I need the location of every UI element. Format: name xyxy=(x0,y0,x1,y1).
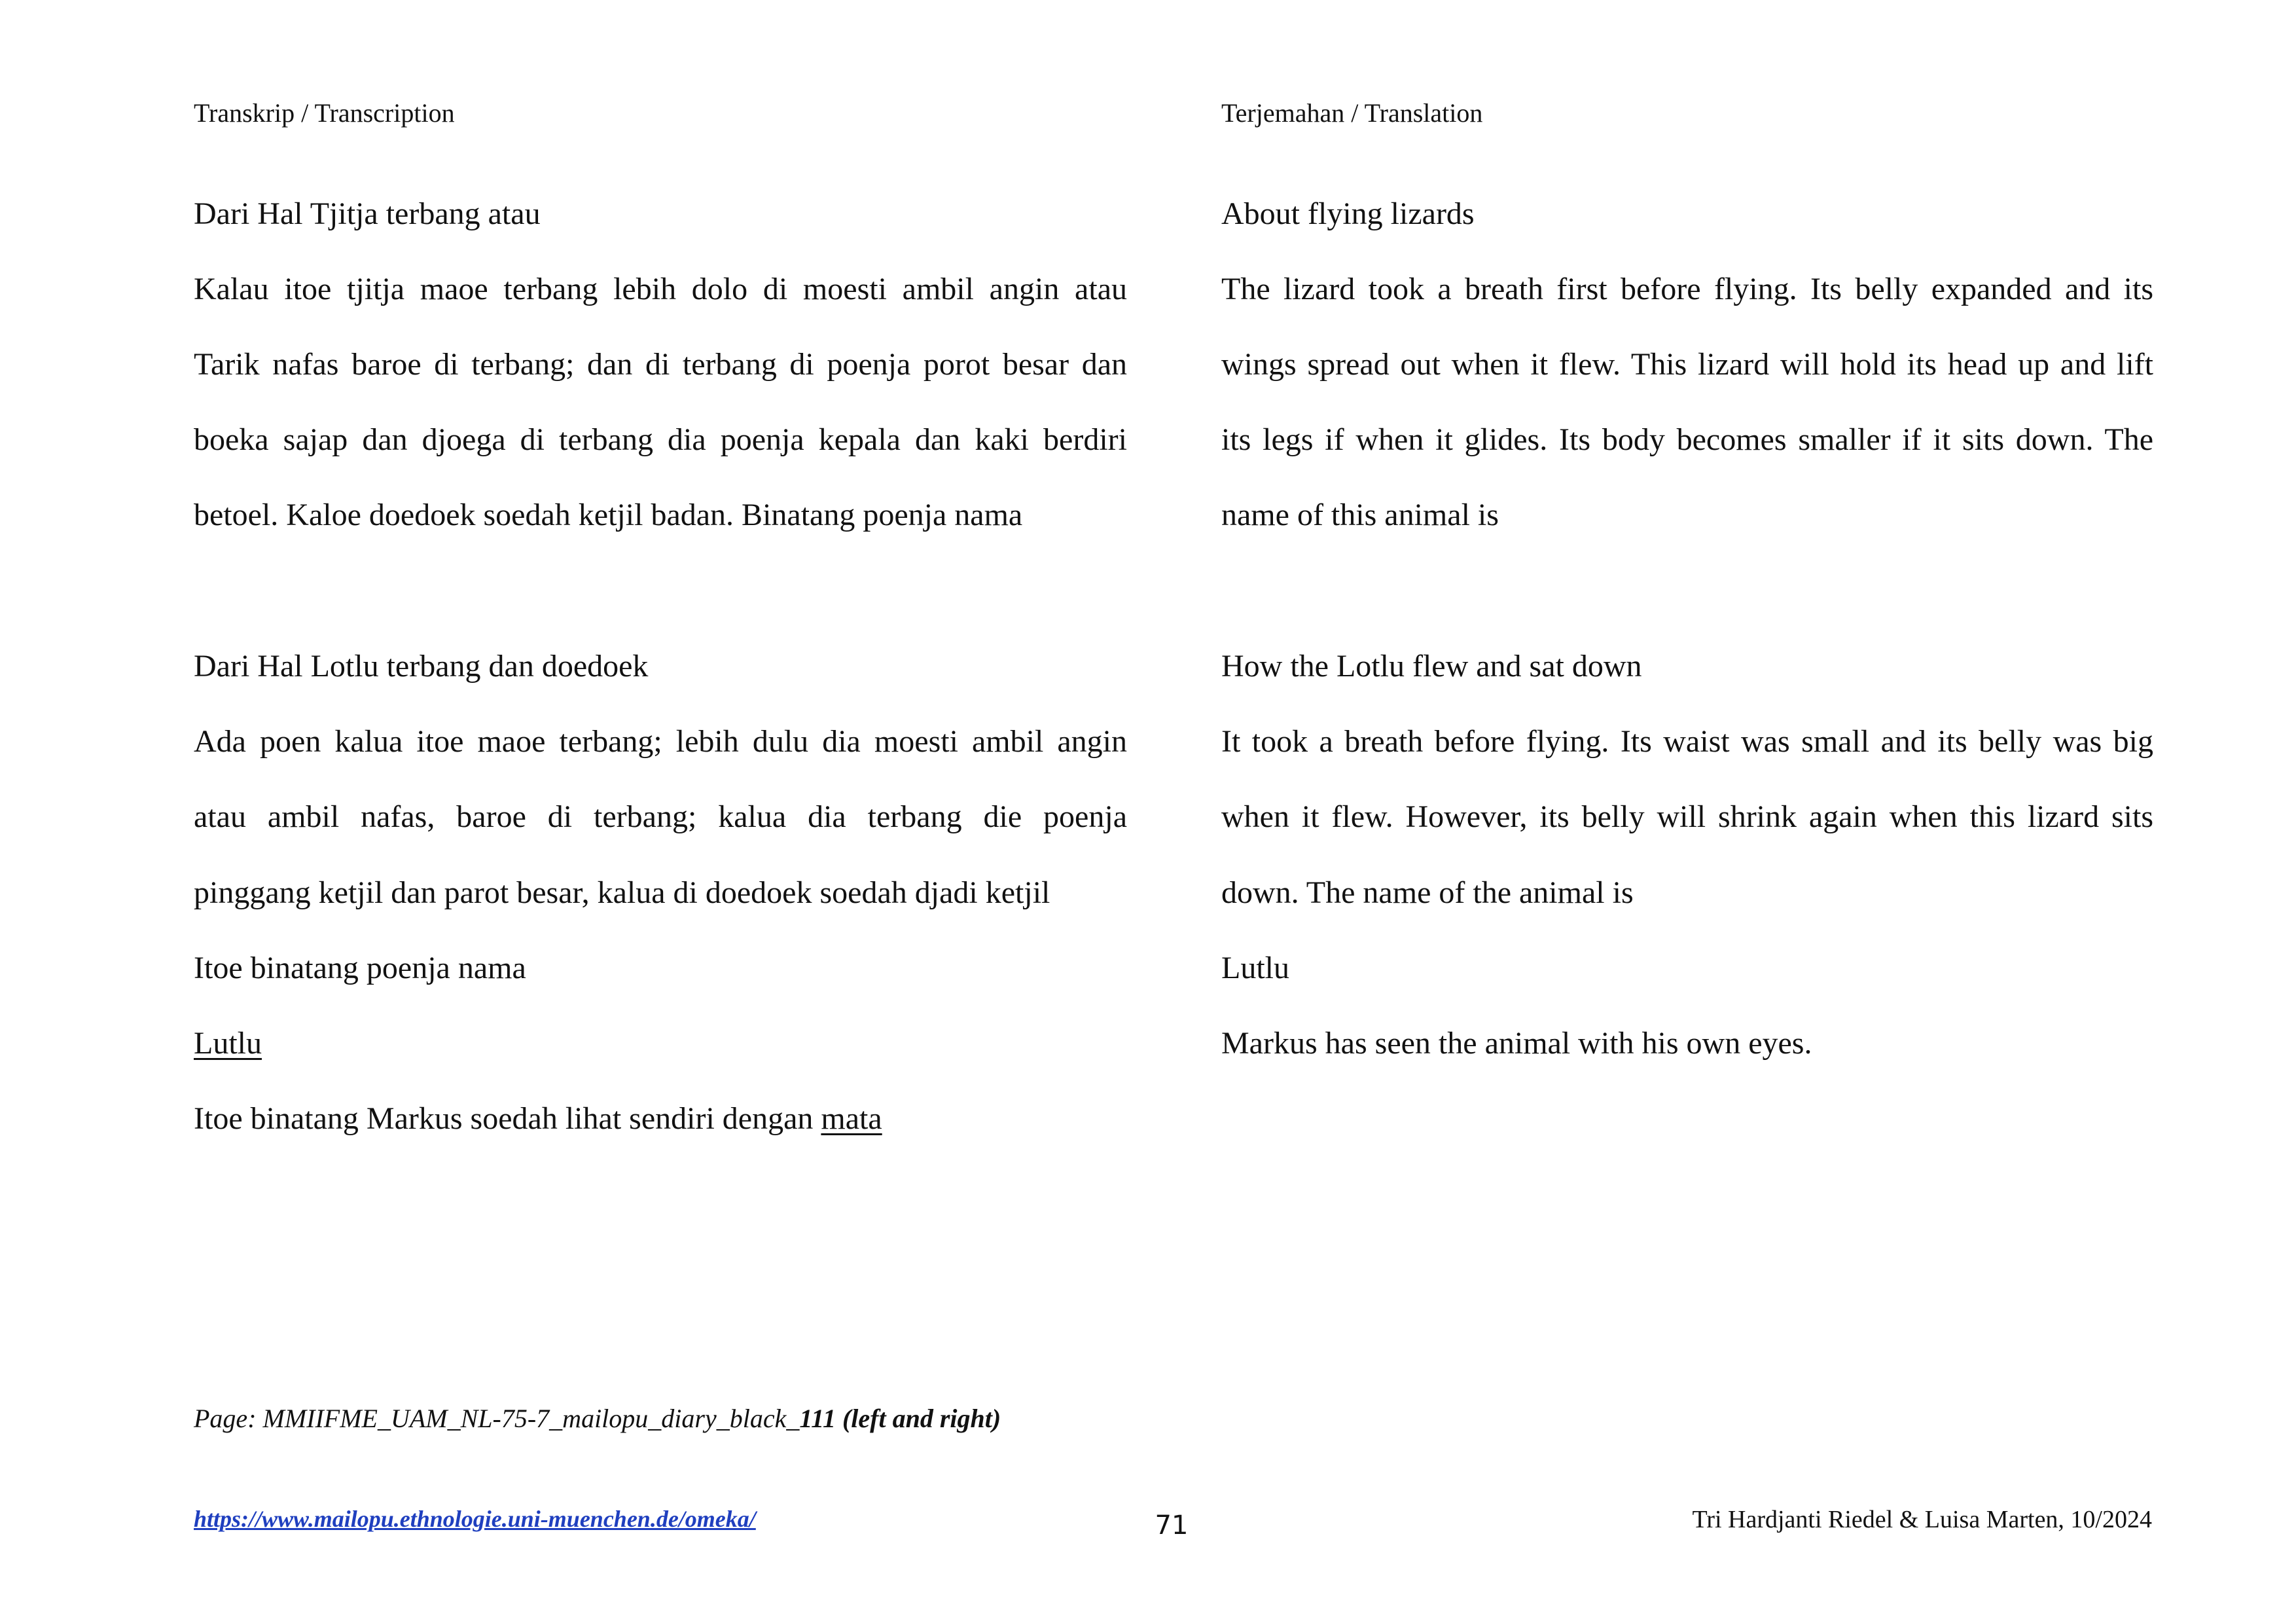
transcription-section-1-line: boeka sajap dan djoega di terbang dia poenja kepala dan kaki berdiri xyxy=(194,422,1127,457)
last-line-text: Itoe binatang Markus soedah lihat sendiri dengan xyxy=(194,1101,821,1136)
transcription-header: Transkrip / Transcription xyxy=(194,98,455,128)
translation-section-2-line: Markus has seen the animal with his own eyes. xyxy=(1221,1026,1812,1061)
page-reference-number: 111 (left and right) xyxy=(799,1404,1001,1433)
translation-section-1-title: About flying lizards xyxy=(1221,196,1475,231)
translation-section-2-title: How the Lotlu flew and sat down xyxy=(1221,649,1642,684)
last-line-underlined-word: mata xyxy=(821,1101,882,1136)
translation-section-2-line: It took a breath before flying. Its waist was small and its belly was big xyxy=(1221,724,2153,759)
transcription-section-1-line: Tarik nafas baroe di terbang; dan di terbang di poenja porot besar dan xyxy=(194,347,1127,382)
transcription-section-1-line: betoel. Kaloe doedoek soedah ketjil badan. Binatang poenja nama xyxy=(194,498,1023,532)
page-reference-prefix: Page: MMIIFME_UAM_NL-75-7_mailopu_diary_black_ xyxy=(194,1404,800,1433)
translation-section-1-line: its legs if when it glides. Its body becomes smaller if it sits down. The xyxy=(1221,422,2153,457)
transcription-last-line xyxy=(194,1099,1127,1139)
page-number: 71 xyxy=(1155,1510,1189,1541)
translation-section-1-line: name of this animal is xyxy=(1221,498,1499,532)
transcription-animal-name xyxy=(194,1024,1127,1063)
translation-section-2-line: when it flew. However, its belly will shrink again when this lizard sits xyxy=(1221,799,2153,834)
footer-omeka-link[interactable]: https://www.mailopu.ethnologie.uni-muenchen.de/omeka/ xyxy=(194,1506,756,1532)
page-reference xyxy=(194,1401,1001,1436)
transcription-section-2-title: Dari Hal Lotlu terbang dan doedoek xyxy=(194,649,649,684)
transcription-section-1-line: Kalau itoe tjitja maoe terbang lebih dolo di moesti ambil angin atau xyxy=(194,272,1127,306)
animal-name-underlined: Lutlu xyxy=(194,1026,262,1061)
translation-section-2-line: down. The name of the animal is xyxy=(1221,875,1634,910)
footer-credit: Tri Hardjanti Riedel & Luisa Marten, 10/2024 xyxy=(1692,1506,2152,1533)
translation-section-1-line: wings spread out when it flew. This lizard will hold its head up and lift xyxy=(1221,347,2153,382)
transcription-section-2-line: atau ambil nafas, baroe di terbang; kalua dia terbang die poenja xyxy=(194,799,1127,834)
transcription-section-1-title: Dari Hal Tjitja terbang atau xyxy=(194,196,541,231)
transcription-section-2-line: Itoe binatang poenja nama xyxy=(194,951,526,985)
translation-section-2-line: Lutlu xyxy=(1221,951,1289,985)
translation-section-1-line: The lizard took a breath first before flying. Its belly expanded and its xyxy=(1221,272,2153,306)
transcription-section-2-line: Ada poen kalua itoe maoe terbang; lebih dulu dia moesti ambil angin xyxy=(194,724,1127,759)
translation-header: Terjemahan / Translation xyxy=(1221,98,1483,128)
transcription-section-2-line: pinggang ketjil dan parot besar, kalua di doedoek soedah djadi ketjil xyxy=(194,875,1050,910)
